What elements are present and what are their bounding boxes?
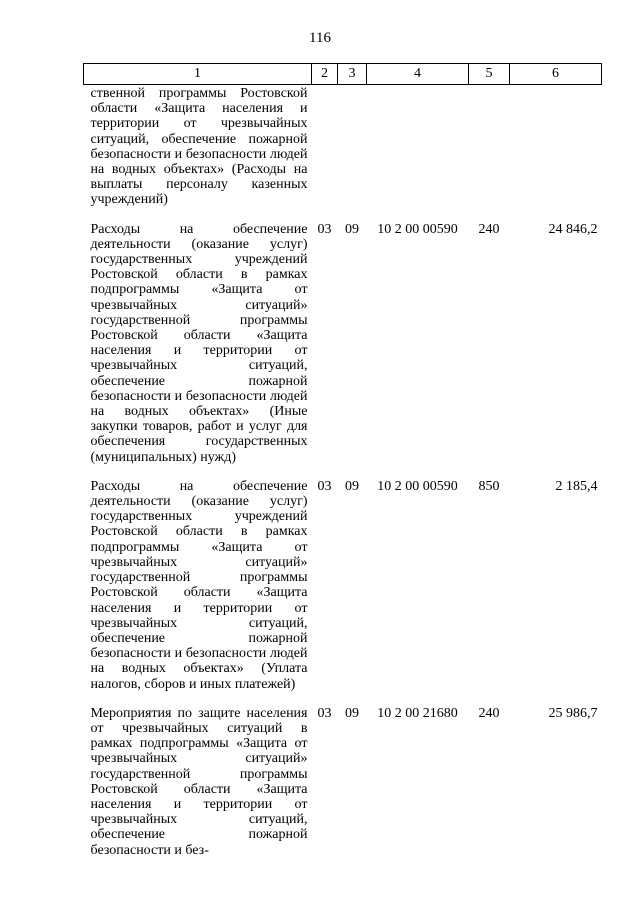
row-subsection [338, 85, 367, 214]
row-section: 03 [317, 221, 332, 237]
row-expense-type: 240 [478, 705, 500, 721]
table-row [84, 85, 602, 214]
row-section: 03 [317, 478, 332, 494]
table-row [84, 471, 602, 698]
table-row [84, 698, 602, 864]
row-description: Мероприятия по защите населения от чрезвычайных ситуаций в рамках подпрограммы «Защита от чрезвычайных ситуаций» государственной программы Ростовской области «Защита населения и территории от чрезвычайных ситуаций, обеспечение пожарной безопасности и без- [90, 705, 308, 858]
header-col-3: 3 [338, 64, 367, 85]
row-target-code: 10 2 00 00590 [377, 478, 458, 494]
row-section: 03 [317, 705, 332, 721]
header-col-1: 1 [84, 64, 312, 85]
row-amount: 24 846,2 [548, 221, 598, 237]
row-subsection: 09 [345, 221, 359, 237]
row-subsection: 09 [345, 478, 359, 494]
row-subsection: 09 [345, 705, 359, 721]
row-expense-type [469, 85, 510, 214]
row-target-code: 10 2 00 00590 [377, 221, 458, 237]
row-description: ственной программы Ростовской области «Защита населения и территории от чрезвычайных ситуаций, обеспечение пожарной безопасности и безопасности людей на водных объектах» (Расходы на выплаты персоналу казенных учреждений) [90, 86, 308, 208]
page-number: 116 [309, 30, 331, 46]
row-expense-type: 240 [478, 221, 500, 237]
row-description: Расходы на обеспечение деятельности (оказание услуг) государственных учреждений Ростовской области в рамках подпрограммы «Защита от чрезвычайных ситуаций» государственной программы Ростовской области «Защита населения и территории от чрезвычайных ситуаций, обеспечение пожарной безопасности и безопасности людей на водных объектах» (Уплата налогов, сборов и иных платежей) [90, 478, 308, 692]
row-description: Расходы на обеспечение деятельности (оказание услуг) государственных учреждений Ростовской области в рамках подпрограммы «Защита от чрезвычайных ситуаций» государственной программы Ростовской области «Защита населения и территории от чрезвычайных ситуаций, обеспечение пожарной безопасности и безопасности людей на водных объектах» (Иные закупки товаров, работ и услуг для обеспечения государственных (муниципальных) нужд) [90, 221, 308, 465]
header-col-6: 6 [510, 64, 602, 85]
row-amount [510, 85, 602, 214]
header-col-2: 2 [312, 64, 338, 85]
row-expense-type: 850 [478, 478, 500, 494]
row-amount: 25 986,7 [548, 705, 598, 721]
row-section [312, 85, 338, 214]
header-col-4: 4 [367, 64, 469, 85]
header-col-5: 5 [469, 64, 510, 85]
row-target-code: 10 2 00 21680 [377, 705, 458, 721]
row-amount: 2 185,4 [555, 478, 598, 494]
row-target-code [367, 85, 469, 214]
table-header-row [84, 64, 602, 85]
budget-table [83, 63, 602, 864]
table-row [84, 214, 602, 471]
